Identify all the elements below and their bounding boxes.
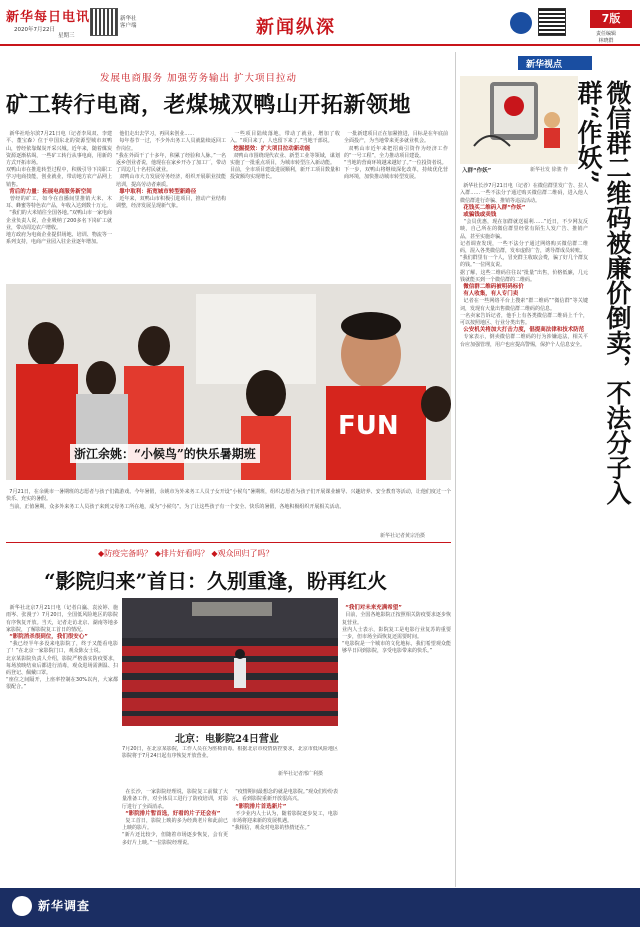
client-label: 新华社 客户端: [120, 16, 137, 29]
lead-col2: [116, 124, 226, 274]
lead-col2-lead: 他们走出去学习，再回来创业……: [119, 131, 195, 138]
sidebar-sub3: 公安机关将加大打击力度，倡提高法律和技术防范: [463, 327, 585, 334]
sidebar-text1: “会员优惠，现在加群就送福利……”近日，不少网友反映，自己所在的微信群里经常有陌生人发广告、推销产品，甚至实施诈骗。 记者调查发现，一些不法分子通过网络购买微信群二维码，混入各类微信群，发布虚假广告，诱导群成员转账。 “我们群里有一个人，冒充群主收取会费，骗了好几个群友的钱。”一位网友说。 据了解，这些二维码往往以“批量”出售，价格低廉，几元钱就能买到一个微信群的二维码。: [460, 219, 588, 283]
lead-col1: [6, 124, 112, 274]
sidebar-text3: 专家表示，倒卖微信群二维码的行为涉嫌违法，相关平台应加强管理，用户也应提高警惕，保护个人信息安全。: [460, 334, 588, 348]
lead-col4-b: 双鸭山市近年来把招商引资作为经济工作的“一号工程”，全力推动项目建设。 “当地的营商环境越来越好了。”一位投资者说。 下一步，双鸭山将继续深化改革，持续优化营商环境，加快推动城市转型发展。: [344, 145, 448, 181]
cinema-col1-text: 新华社北京7月21日电（记者白瀛、袁汝婷、施雨岑、张漫子）7月20日，全国低风险地区的影院有序恢复开放。当天，记者走访北京、湖南等地多家影院，了解影院复工首日的情况。: [6, 605, 118, 633]
lead-col1-sub: 曾经的矿工，如今在直播间里推销大米、木耳、蜂蜜等特色农产品，年收入达到数十万元。: [6, 196, 112, 210]
sidebar-sub2-label: 有人收集，有人专门卖: [463, 291, 519, 298]
cinema-headline: “影院归来”首日：久别重逢，盼再红火: [44, 569, 388, 593]
lead-kicker: 发展电商服务 加强劳务输出 扩大项目拉动: [100, 73, 298, 84]
masthead-rule: [0, 44, 640, 46]
sidebar-sub2: 微信群二维码被明码标价: [463, 284, 524, 291]
lead-col1-subhead-label: 背后的力量：: [9, 188, 43, 195]
issue-weekday: 星期三: [58, 33, 75, 39]
cinema-photo-credit: 新华社记者邢广利摄: [278, 771, 324, 777]
lead-col3: [230, 124, 340, 274]
section-title: 新闻纵深: [256, 17, 336, 38]
cinema-col1: [6, 598, 118, 880]
photo1-caption-text: 7月21日，在余姚市一暑期班的志愿者与孩子们做游戏。今年暑假，余姚市为外来务工人员子女开设“小候鸟”暑期班，组织志愿者为孩子们开展课业辅导、兴趣培养、安全教育等活动，让他们度过一个快乐、充实的暑假。: [6, 489, 451, 503]
whiteboard: [196, 294, 316, 384]
cartoon-caption: 入群“作妖”: [462, 168, 492, 174]
photo-cinema-art: [122, 598, 338, 726]
cinema-col3: [232, 782, 338, 882]
sidebar-intro: 新华社长沙7月21日电（记者）在微信群里发广告、拉人入群……一些不法分子通过购买微信群二维码，进入他人微信群进行诈骗、推销等违法活动。: [460, 183, 588, 204]
cinema-col2-body: 复工首日，影院上映的多为经典老片和此前已上映的影片。 “新片还比较少，但随着市场逐步恢复，会有更多好片上映。”一位影院经理说。: [122, 818, 228, 846]
shirt-text: FUN: [338, 411, 399, 441]
cinema-col1-subhead: “影院消杀很到位，我们很安心”: [9, 634, 88, 641]
cinema-col3-text: “疫情期间最想念的就是电影院。”观众们纷纷表示，看到影院重新开放很高兴。: [232, 789, 338, 803]
editor-credit: 责任编辑 林晓群: [596, 31, 617, 44]
photo1-caption: [6, 482, 451, 530]
cinema-col3-subhead: “影院排片首选新片”: [235, 803, 287, 810]
cinema-top-rule: [6, 542, 451, 543]
paper-name: 新华每日电讯: [6, 10, 91, 25]
masthead: [0, 0, 640, 52]
lead-col3-text: 一些项目陆续落地，带动了就业，增加了收入。“项目来了，人也留下来了。”当地干部说。: [230, 131, 340, 145]
sidebar-text2: 记者在一些网络平台上搜索“群二维码”“微信群”等关键词，发现有大量出售微信群二维码的信息。 一名卖家告诉记者，他手上有各类微信群二维码上千个，可以按照地区、行业分类出售。: [460, 298, 588, 327]
sidebar-headline: 微信群二维码被廉价倒卖，不法分子入群“作妖”: [574, 80, 632, 505]
lead-col2-subhead-label: 靠中取利：: [119, 188, 147, 195]
cartoon-art: [460, 76, 578, 164]
lead-col2-b: 双鸭山市大力发展劳务经济，组织开展职业技能培训，提高劳动者素质。: [116, 174, 226, 188]
sidebar-cartoon: [460, 76, 578, 164]
lead-col3-subhead-label: 挖掘提效：: [233, 145, 261, 152]
lead-col4: [344, 124, 448, 274]
cinema-col2-subhead: “影院排片暂首选，好看的片子还会有”: [125, 810, 221, 817]
sidebar-sub1: 花钱买二维码入群“作妖”: [463, 204, 526, 211]
page-number: 7版: [590, 10, 632, 28]
cinema-col1-body: “我已经半年多没来电影院了，终于又能看电影了！”在北京一家影院门口，观众陈女士说。 北京某影院负责人介绍，影院严格落实防疫要求，每场放映结束后都进行消毒，观众进场需测温、扫码登记、佩戴口罩。 “座位之间隔开，上座率控制在30%以内，大家都很配合。”: [6, 641, 118, 691]
issue-date: 2020年7月22日: [14, 27, 55, 33]
sidebar-body-right: [594, 556, 634, 882]
lead-col3-subhead: 扩大项目拉动新动能: [260, 145, 311, 152]
sidebar-body: [460, 176, 588, 882]
lead-col4-text: 一批新建项目正在加紧推进，目标是在年底前全面投产，为当地带来更多就业机会。: [344, 131, 448, 145]
qr-code-right[interactable]: [538, 8, 566, 36]
lead-headline: 矿工转行电商，老煤城双鸭山开拓新领地: [6, 92, 412, 118]
cartoon-credit: 新华社发 徐骏 作: [530, 167, 569, 173]
photo1-caption-text2: 当前，正值暑期，众多外来务工人员孩子来到父母务工所在地，成为“小候鸟”。为了让这些孩子有一个安全、快乐的暑假，各地积极组织开展相关活动。: [9, 503, 345, 510]
lead-col2-sub-text: 近年来，双鸭山市积极引进项目，推动产业结构调整，经济发展呈现新气象。: [116, 196, 226, 210]
lead-col1-subhead: 拓展电商服务新空间: [42, 188, 92, 195]
cinema-col2: [122, 782, 228, 882]
cinema-photo-title: 北京：电影院24日营业: [175, 734, 279, 745]
sidebar-sub1-label: 或骗钱或卖钱: [463, 212, 497, 219]
lead-col2-text: 每年春节一过，不少外出务工人员就陆续返回工作岗位。 “我在外面干了十多年，积累了经验和人脉。”一名返乡创业者说，他现在在家乡开办了加工厂，带动了周边几十名村民就业。: [116, 138, 226, 174]
cinema-col2-text: 在长沙，一家影院经理说，影院复工前做了大量准备工作，对全体员工进行了防疫培训，对影厅进行了全面消杀。: [122, 789, 228, 810]
cinema-col3-body: 不少业内人士认为，随着影院逐步复工，电影市场将迎来新的发展机遇。 “我相信，观众对电影的热情还在。”: [232, 810, 338, 832]
footer-bar: [0, 888, 640, 927]
sidebar-divider: [455, 52, 456, 887]
cinema-col4: [342, 598, 451, 882]
footer-logo-icon: [12, 896, 32, 916]
cinema-kicker: ◆防疫完备吗？ ◆排片好看吗？ ◆观众回归了吗？: [98, 549, 274, 558]
lead-col2-subhead: 拓宽城市转型新路径: [146, 188, 197, 195]
photo1-title: 浙江余姚：“小候鸟”的快乐暑期班: [70, 444, 260, 463]
lead-col1-b-text: “我们的大米销往全国各地。”双鸭山市一家电商企业负责人说，企业吸纳了200多名下岗矿工就业，带动周边农户增收。 地方政府为电商企业提供场地、培训、物流等一系列支持，电商产业园入驻企业逐年增加。: [6, 210, 112, 246]
xinhua-logo: [510, 12, 532, 34]
cinema-col4-body: 目前，全国各地影院正按照相关防疫要求逐步恢复营业。 业内人士表示，影院复工是电影行业复苏的重要一步，但市场全面恢复还需要时间。 “电影院是一个城市的文化地标，我们希望观众能够早日回到影院，享受电影带来的快乐。”: [342, 612, 451, 655]
cinema-photo-caption: 7月20日，在北京某影院，工作人员在为座椅消毒。根据北京市疫情防控要求，北京市低风险地区影院将于7月24日起有序恢复开放营业。: [122, 746, 338, 760]
sidebar-brand: 新华视点: [526, 60, 563, 70]
photo-cinema: [122, 598, 338, 726]
footer-label: 新华调查: [38, 899, 91, 913]
lead-col3-sub-text: 双鸭山市围绕现代农业、新型工业等领域，谋划实施了一批重点项目，为城市转型注入新动能。 目前，全市项目建设进展顺利，新开工项目数量和投资额均实现增长。: [230, 152, 340, 181]
client-qr-code[interactable]: [90, 8, 118, 36]
photo1-credit: 新华社记者黄宗治摄: [380, 533, 426, 539]
cinema-col4-subhead: “我们对未来充满希望”: [345, 605, 402, 612]
lead-col1-text: 新华社哈尔滨7月21日电（记者李凤双、李建平、董宝森）位于中国东北的资源型城市双鸭山，曾经依靠煤炭开采兴城。近年来，随着煤炭资源逐渐枯竭，一些矿工转行从事电商，用新的方式开拓市场。 双鸭山市在推进转型过程中，积极引导下岗职工学习电商技能，创业就业，带动地方农产品网上销售。: [6, 131, 112, 188]
